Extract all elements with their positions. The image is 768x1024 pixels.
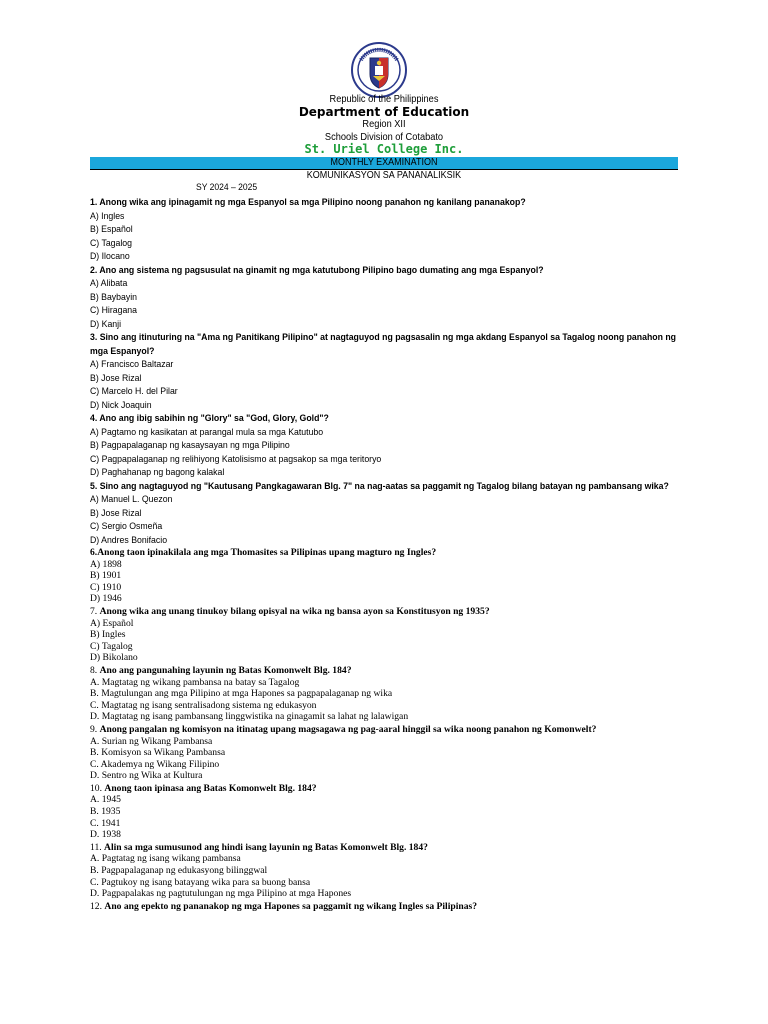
choice-item: B. Magtulungan ang mga Pilipino at mga Hapones sa pagpapalaganap ng wika <box>90 688 393 700</box>
choice-item: C) Marcelo H. del Pilar <box>90 385 178 396</box>
question-number: 10. <box>90 782 105 794</box>
choice-item: B) Baybayin <box>90 290 138 302</box>
subject-title: KOMUNIKASYON SA PANANALIKSIK <box>306 170 462 181</box>
question-group-b <box>90 547 690 912</box>
choice-item: B) Pagpapalaganap ng kasaysayan ng mga Pilipino <box>90 439 290 450</box>
choice-item: B) Jose Rizal <box>90 506 142 518</box>
question-line <box>90 724 690 736</box>
division-line: Schools Division of Cotabato <box>324 131 444 143</box>
choice-item: A. Pagtatag ng isang wikang pambansa <box>90 853 241 865</box>
choice-item: C) Tagalog <box>90 640 133 652</box>
choice-item: A) Alibata <box>90 277 128 288</box>
choice-item: B. Komisyon sa Wikang Pambansa <box>90 747 226 759</box>
region-line: Region XII <box>362 118 406 130</box>
question-text-continued: mga Espanyol? <box>90 344 155 356</box>
choice-item: B. Pagpapalaganap ng edukasyong bilinggwal <box>90 865 268 877</box>
question-group-a <box>90 195 690 546</box>
choice-item: C) Hiragana <box>90 304 138 315</box>
exam-banner <box>90 157 678 170</box>
choice-item: D) Paghahanap ng bagong kalakal <box>90 466 225 477</box>
choice-item: A) Español <box>90 617 134 629</box>
choice-item: D. Magtatag ng isang pambansang linggwistika na ginagamit sa lahat ng lalawigan <box>90 711 409 723</box>
question-text: 5. Sino ang nagtaguyod ng "Kautusang Pangkagawaran Blg. 7" na nag-aatas sa paggamit ng Tagalog bilang batayan ng pambansang wika? <box>90 479 669 491</box>
choice-item: D) Nick Joaquin <box>90 398 152 410</box>
choice-item: D) Bikolano <box>90 652 138 664</box>
republic-line: Republic of the Philippines <box>329 93 439 105</box>
question-number: 12. <box>90 900 105 912</box>
question-line <box>90 901 690 913</box>
question-text: Anong pangalan ng komisyon na itinatag upang magsagawa ng pag-aaral hinggil sa wika noong panahon ng Komonwelt? <box>99 723 597 735</box>
school-name: St. Uriel College Inc. <box>304 142 464 156</box>
choice-item: C) Pagpapalaganap ng relihiyong Katolisismo at pagsakop sa mga teritoryo <box>90 452 382 464</box>
choice-item: B) Jose Rizal <box>90 371 142 383</box>
choice-item: C) Tagalog <box>90 236 133 248</box>
choice-item: B. 1935 <box>90 806 121 818</box>
question-number: 11. <box>90 841 105 853</box>
question-text: Anong wika ang unang tinukoy bilang opisyal na wika ng bansa ayon sa Konstitusyon ng 1935? <box>99 605 490 617</box>
question-text: 4. Ano ang ibig sabihin ng "Glory" sa "God, Glory, Gold"? <box>90 412 329 423</box>
department-line: Department of Education <box>298 105 470 119</box>
question-line <box>90 606 690 618</box>
question-text: 3. Sino ang itinuturing na "Ama ng Panitikang Pilipino" at nagtaguyod ng pagsasalin ng mga akdang Espanyol sa Tagalog noong panahon ng <box>90 331 677 342</box>
choice-item: C. Akademya ng Wikang Filipino <box>90 758 220 770</box>
choice-item: B) Ingles <box>90 629 126 641</box>
choice-item: B) 1901 <box>90 570 122 582</box>
choice-item: D. 1938 <box>90 829 121 841</box>
choice-item: A) Ingles <box>90 209 125 221</box>
choice-item: C. Magtatag ng isang sentralisadong sistema ng edukasyon <box>90 699 317 711</box>
choice-item: D) 1946 <box>90 593 122 605</box>
choice-item: D) Ilocano <box>90 250 130 261</box>
question-text: Ano ang pangunahing layunin ng Batas Komonwelt Blg. 184? <box>99 664 352 676</box>
choice-item: A. Surian ng Wikang Pambansa <box>90 735 213 747</box>
choice-item: D. Pagpapalakas ng pagtutulungan ng mga Pilipino at mga Hapones <box>90 888 352 900</box>
question-line <box>90 842 690 854</box>
choice-item: A) Francisco Baltazar <box>90 358 174 369</box>
deped-seal-icon <box>351 42 407 98</box>
choice-item: A) 1898 <box>90 558 122 570</box>
choice-item: B) Español <box>90 223 133 234</box>
question-text: Alin sa mga sumusunod ang hindi isang layunin ng Batas Komonwelt Blg. 184? <box>104 841 428 853</box>
choice-item: C) Sergio Osmeña <box>90 520 163 531</box>
question-line <box>90 665 690 677</box>
exam-title: MONTHLY EXAMINATION <box>330 157 438 168</box>
choice-item: A) Pagtamo ng kasikatan at parangal mula sa mga Katutubo <box>90 425 324 437</box>
choice-item: D) Kanji <box>90 317 122 329</box>
choice-item: C. 1941 <box>90 817 121 829</box>
question-list <box>90 195 690 912</box>
question-text: 6.Anong taon ipinakilala ang mga Thomasites sa Pilipinas upang magturo ng Ingles? <box>90 547 437 558</box>
question-number: 8. <box>90 664 100 676</box>
choice-item: A) Manuel L. Quezon <box>90 493 173 504</box>
question-number: 7. <box>90 605 100 617</box>
choice-item: D) Andres Bonifacio <box>90 533 168 545</box>
question-text: 1. Anong wika ang ipinagamit ng mga Espanyol sa mga Pilipino noong panahon ng kanilang pananakop? <box>90 196 526 207</box>
question-line <box>90 783 690 795</box>
question-text: 2. Ano ang sistema ng pagsusulat na ginamit ng mga katutubong Pilipino bago dumating ang mga Espanyol? <box>90 263 544 275</box>
choice-item: A. Magtatag ng wikang pambansa na batay sa Tagalog <box>90 676 300 688</box>
question-text: Anong taon ipinasa ang Batas Komonwelt Blg. 184? <box>104 782 317 794</box>
choice-item: D. Sentro ng Wika at Kultura <box>90 770 203 782</box>
choice-item: C. Pagtukoy ng isang batayang wika para sa buong bansa <box>90 876 311 888</box>
choice-item: C) 1910 <box>90 581 122 593</box>
question-text: Ano ang epekto ng pananakop ng mga Hapones sa paggamit ng wikang Ingles sa Pilipinas? <box>104 900 478 912</box>
school-year: SY 2024 – 2025 <box>196 182 258 193</box>
choice-item: A. 1945 <box>90 794 121 806</box>
question-number: 9. <box>90 723 100 735</box>
